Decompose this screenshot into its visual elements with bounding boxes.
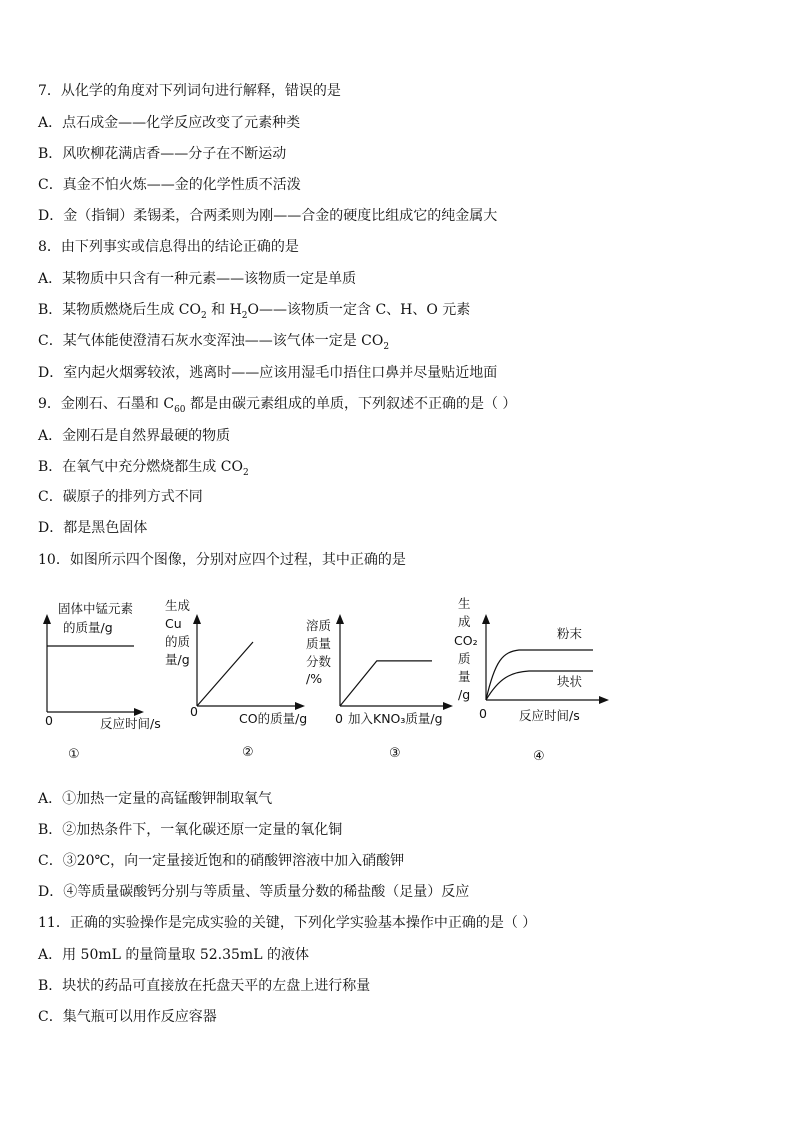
graph-2-ylabel-line4: 量/g: [165, 652, 190, 667]
graph-2-ylabel-line2: Cu: [165, 616, 182, 631]
graph-3-ylabel-line1: 溶质: [306, 618, 332, 633]
q8-option-c-sub: 2: [383, 341, 390, 352]
graph-2-label: ②: [242, 745, 254, 760]
q8-option-b: [38, 301, 470, 319]
graph-2-series-line: [197, 642, 253, 706]
q8-option-b-sub1: 2: [200, 310, 207, 321]
q9-stem-part2: 都是由碳元素组成的单质，下列叙述不正确的是（ ）: [185, 396, 517, 412]
q8-option-a: A．某物质中只含有一种元素——该物质一定是单质: [38, 271, 357, 287]
q9-option-c: C．碳原子的排列方式不同: [38, 489, 203, 505]
q8-option-b-part3: O——该物质一定含 C、H、O 元素: [247, 302, 471, 318]
graph-2-ylabel-line1: 生成: [165, 598, 191, 613]
graph-1-ylabel-line1: 固体中锰元素: [58, 601, 134, 616]
graph-1-label: ①: [68, 747, 80, 762]
q11-option-a: A．用 50mL 的量筒量取 52.35mL 的液体: [38, 947, 309, 963]
graph-4-y-arrow: [482, 614, 490, 624]
graph-3: [303, 590, 448, 770]
q7-stem: 7．从化学的角度对下列词句进行解释，错误的是: [38, 83, 341, 99]
graph-1-x-arrow: [134, 708, 144, 716]
q10-option-a: A．①加热一定量的高锰酸钾制取氧气: [38, 791, 273, 807]
graph-2: [163, 590, 308, 770]
graph-4-label: ④: [533, 749, 545, 764]
graph-4-ylabel-line3: CO₂: [454, 633, 478, 648]
q10-option-d: D．④等质量碳酸钙分别与等质量、等质量分数的稀盐酸（足量）反应: [38, 884, 470, 900]
q8-option-d: D．室内起火烟雾较浓，逃离时——应该用湿毛巾捂住口鼻并尽量贴近地面: [38, 365, 498, 381]
q10-graphs: [30, 590, 610, 770]
graph-4-ylabel-line5: 量: [458, 669, 471, 684]
graph-1-ylabel-line2: 的质量/g: [63, 620, 113, 635]
graph-1: [30, 590, 170, 770]
graph-4-ylabel-line2: 成: [458, 614, 471, 629]
q8-option-b-part2: 和 H: [206, 302, 242, 318]
graph-2-ylabel-line3: 的质: [165, 634, 191, 649]
q9-stem: [38, 395, 516, 413]
graph-2-origin: 0: [190, 704, 198, 719]
q7-option-b: B．风吹柳花满店香——分子在不断运动: [38, 146, 287, 162]
graph-3-label: ③: [389, 746, 401, 761]
graph-4-ylabel-line1: 生: [458, 596, 471, 611]
graph-3-y-arrow: [336, 614, 344, 624]
graph-3-series-line: [340, 661, 432, 706]
graph-3-ylabel-line3: 分数: [306, 654, 332, 669]
q7-option-c: C．真金不怕火炼——金的化学性质不活泼: [38, 177, 301, 193]
q8-stem: 8．由下列事实或信息得出的结论正确的是: [38, 239, 299, 255]
graph-4-ylabel-line4: 质: [458, 651, 471, 666]
graph-4: [453, 590, 613, 770]
graph-2-y-arrow: [193, 614, 201, 624]
q10-option-b: B．②加热条件下，一氧化碳还原一定量的氧化铜: [38, 822, 343, 838]
q9-stem-part1: 9．金刚石、石墨和 C: [38, 396, 175, 412]
graph-1-xlabel: 反应时间/s: [100, 716, 161, 731]
q9-option-b-part1: B．在氧气中充分燃烧都生成 CO: [38, 459, 243, 475]
q11-option-c: C．集气瓶可以用作反应容器: [38, 1009, 217, 1025]
q11-option-b: B．块状的药品可直接放在托盘天平的左盘上进行称量: [38, 978, 371, 994]
graph-4-ylabel-line6: /g: [458, 687, 471, 702]
q9-option-b: [38, 458, 249, 476]
q8-option-b-sub2: 2: [241, 310, 248, 321]
q7-option-d: D．金（指铜）柔锡柔，合两柔则为刚——合金的硬度比组成它的纯金属大: [38, 208, 498, 224]
q10-option-c: C．③20℃，向一定量接近饱和的硝酸钾溶液中加入硝酸钾: [38, 853, 405, 869]
graph-4-origin: 0: [479, 706, 487, 721]
graph-3-x-arrow: [443, 702, 453, 710]
q7-option-a: A．点石成金——化学反应改变了元素种类: [38, 115, 301, 131]
graph-4-legend-lump: 块状: [557, 674, 583, 689]
q10-stem: 10．如图所示四个图像，分别对应四个过程，其中正确的是: [38, 552, 406, 568]
q8-option-b-part1: B．某物质燃烧后生成 CO: [38, 302, 201, 318]
q9-option-a: A．金刚石是自然界最硬的物质: [38, 428, 231, 444]
graph-4-legend-powder: 粉末: [557, 626, 583, 641]
q11-stem: 11．正确的实验操作是完成实验的关键，下列化学实验基本操作中正确的是（ ）: [38, 915, 537, 931]
graph-3-ylabel-line4: /%: [306, 671, 323, 686]
graph-1-origin: 0: [45, 713, 53, 728]
q8-option-c-part1: C．某气体能使澄清石灰水变浑浊——该气体一定是 CO: [38, 333, 384, 349]
graph-3-ylabel-line2: 质量: [306, 636, 332, 651]
graph-3-xlabel: 加入KNO₃质量/g: [348, 711, 443, 726]
q9-option-b-sub: 2: [242, 467, 249, 478]
graph-4-x-arrow: [599, 696, 609, 704]
q9-stem-sub: 60: [174, 404, 186, 415]
q8-option-c: [38, 332, 389, 350]
graph-3-origin: 0: [335, 711, 343, 726]
graph-1-y-arrow: [43, 614, 51, 624]
q9-option-d: D．都是黑色固体: [38, 520, 148, 536]
graph-2-xlabel: CO的质量/g: [239, 711, 308, 726]
graph-4-xlabel: 反应时间/s: [519, 708, 580, 723]
